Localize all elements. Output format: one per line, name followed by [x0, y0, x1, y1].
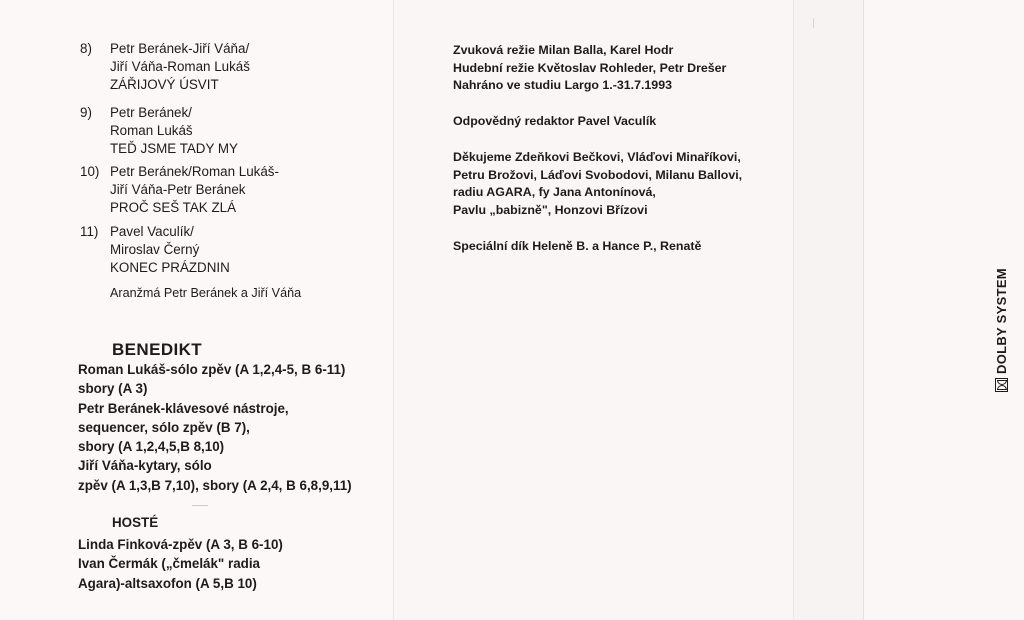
- fold-mark: [813, 18, 814, 28]
- member-line: sbory (A 1,2,4,5,B 8,10): [78, 439, 225, 455]
- track-title: TEĎ JSME TADY MY: [110, 141, 238, 156]
- guest-line: Ivan Čermák („čmelák" radia: [78, 556, 261, 572]
- track-author: Jiří Váňa-Petr Beránek: [110, 182, 246, 197]
- credit-line: Petru Brožovi, Láďovi Svobodovi, Milanu Ballovi,: [453, 167, 743, 182]
- guests-list: [78, 535, 283, 593]
- track-author: Roman Lukáš: [110, 123, 193, 138]
- track-author: Jiří Váňa-Roman Lukáš: [110, 59, 250, 74]
- track-number: 8): [80, 41, 92, 56]
- member-line: sbory (A 3): [78, 381, 148, 397]
- credit-line: Hudební režie Květoslav Rohleder, Petr Drešer: [453, 60, 727, 75]
- credit-line: Speciální dík Heleně B. a Hance P., Renatě: [453, 239, 702, 253]
- guest-line: Linda Finková-zpěv (A 3, B 6-10): [78, 537, 283, 552]
- band-name: BENEDIKT: [112, 340, 203, 359]
- inlay-panel-spine: [793, 0, 864, 620]
- band-members: [78, 360, 352, 495]
- track-author: Petr Beránek/Roman Lukáš-: [110, 164, 279, 179]
- thanks-credits: [453, 149, 742, 220]
- track-title: KONEC PRÁZDNIN: [110, 260, 230, 275]
- track-title: ZÁŘIJOVÝ ÚSVIT: [110, 77, 219, 92]
- dolby-text: DOLBY SYSTEM: [994, 268, 1009, 374]
- special-thanks: [453, 238, 701, 256]
- credit-line: Děkujeme Zdeňkovi Bečkovi, Vláďovi Minaříkovi,: [453, 150, 741, 164]
- dolby-badge: [994, 268, 1009, 392]
- credit-line: radiu AGARA, fy Jana Antonínová,: [453, 185, 656, 200]
- divider: [192, 505, 208, 506]
- editor-credit: [453, 113, 656, 131]
- credit-line: Nahráno ve studiu Largo 1.-31.7.1993: [453, 78, 672, 93]
- arrangement-credit: Aranžmá Petr Beránek a Jiří Váňa: [110, 286, 302, 300]
- track-number: 9): [80, 105, 92, 120]
- member-line: Roman Lukáš-sólo zpěv (A 1,2,4-5, B 6-11): [78, 362, 346, 377]
- credit-line: Zvuková režie Milan Balla, Karel Hodr: [453, 43, 674, 57]
- guests-heading: HOSTÉ: [112, 515, 159, 530]
- track-number: 10): [80, 164, 100, 179]
- track-author: Miroslav Černý: [110, 242, 200, 257]
- track-author: Petr Beránek/: [110, 105, 192, 120]
- track-author: Petr Beránek-Jiří Váňa/: [110, 41, 250, 56]
- track-author: Pavel Vaculík/: [110, 224, 194, 239]
- production-credits: [453, 42, 726, 95]
- member-line: Petr Beránek-klávesové nástroje,: [78, 400, 289, 416]
- track-title: PROČ SEŠ TAK ZLÁ: [110, 200, 237, 215]
- member-line: Jiří Váňa-kytary, sólo: [78, 458, 212, 474]
- credit-line: Pavlu „babizně", Honzovi Břízovi: [453, 203, 648, 218]
- guest-line: Agara)-altsaxofon (A 5,B 10): [78, 575, 257, 591]
- member-line: sequencer, sólo zpěv (B 7),: [78, 419, 250, 435]
- credit-line: Odpovědný redaktor Pavel Vaculík: [453, 114, 657, 128]
- member-line: zpěv (A 1,3,B 7,10), sbory (A 2,4, B 6,8,9,11): [78, 477, 352, 493]
- dolby-logo-icon: [995, 378, 1008, 392]
- track-number: 11): [80, 224, 99, 239]
